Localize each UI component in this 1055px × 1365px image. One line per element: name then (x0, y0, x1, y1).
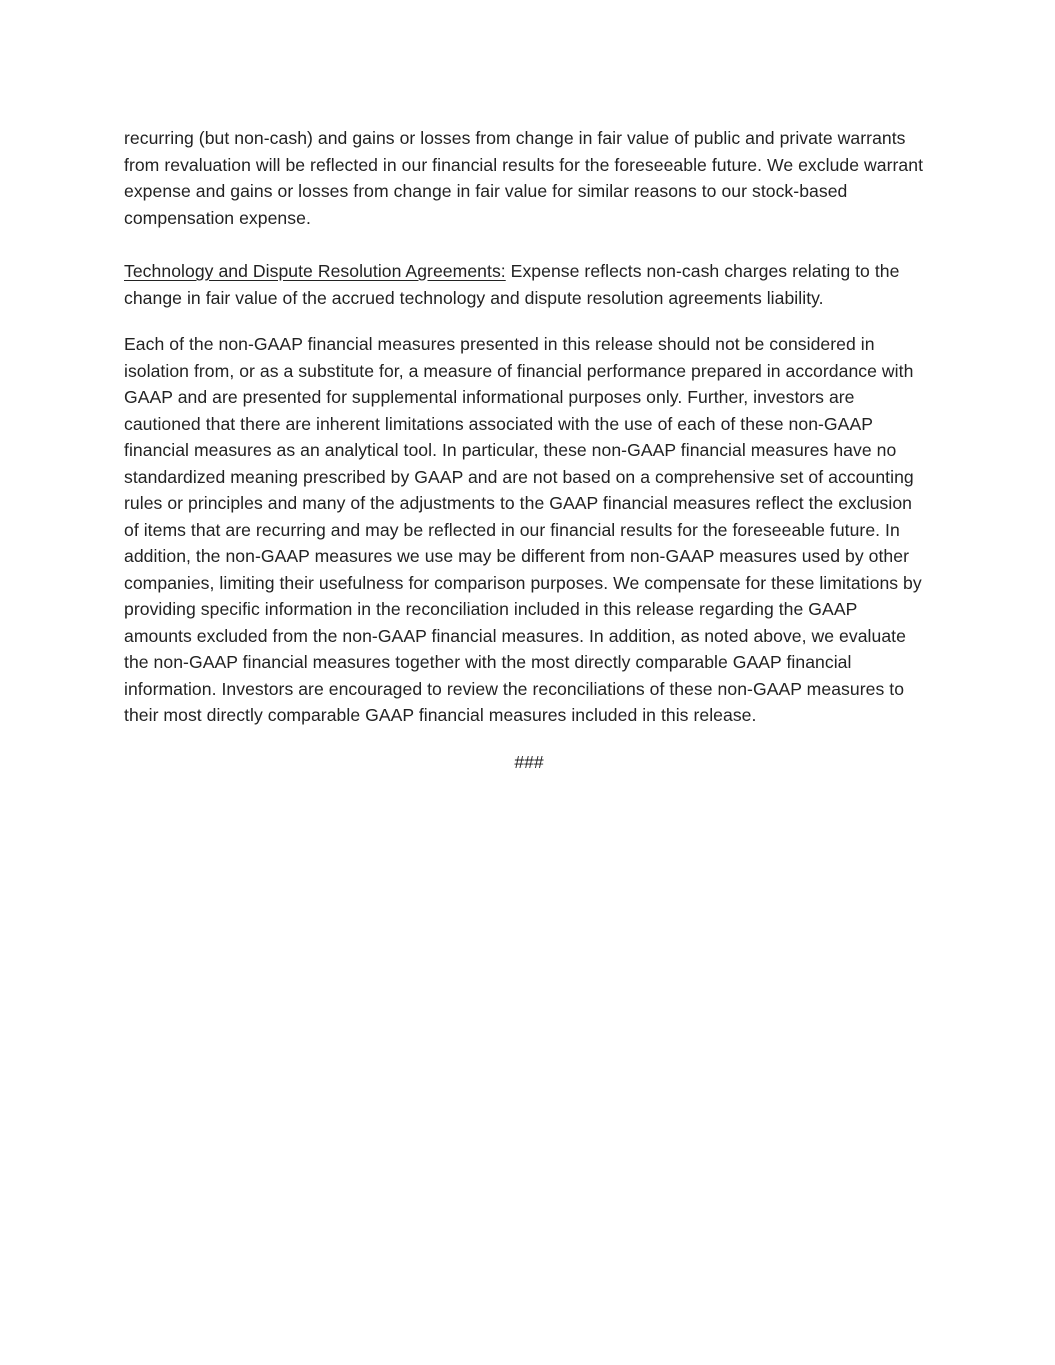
paragraph-warrant-expense: recurring (but non-cash) and gains or losses from change in fair value of public and private warrants from revaluation will be reflected in our financial results for the foreseeable future. We exclude warrant expense and gains or losses from change in fair value for similar reasons to our stock-based compensation expense. (124, 128, 924, 228)
paragraph-non-gaap-disclaimer: Each of the non-GAAP financial measures presented in this release should not be considered in isolation from, or as a substitute for, a measure of financial performance prepared in accordance with GAAP and are presented for supplemental informational purposes only. Further, investors are cautioned that there are inherent limitations associated with the use of each of these non-GAAP financial measures as an analytical tool. In particular, these non-GAAP financial measures have no standardized meaning prescribed by GAAP and are not based on a comprehensive set of accounting rules or principles and many of the adjustments to the GAAP financial measures reflect the exclusion of items that are recurring and may be reflected in our financial results for the foreseeable future. In addition, the non-GAAP measures we use may be different from non-GAAP measures used by other companies, limiting their usefulness for comparison purposes. We compensate for these limitations by providing specific information in the reconciliation included in this release regarding the GAAP amounts excluded from the non-GAAP financial measures. In addition, as noted above, we evaluate the non-GAAP financial measures together with the most directly comparable GAAP financial information. Investors are encouraged to review the reconciliations of these non-GAAP measures to their most directly comparable GAAP financial measures included in this release. (124, 334, 922, 725)
end-of-release-mark: ### (514, 751, 544, 772)
paragraph-technology-dispute-body: Expense reflects non-cash charges relating to the change in fair value of the accrued technology and dispute resolution agreements liability. (124, 261, 900, 308)
paragraph-technology-dispute (124, 258, 924, 311)
section-heading-technology-dispute: Technology and Dispute Resolution Agreements: (124, 261, 506, 281)
document-page (124, 125, 924, 775)
